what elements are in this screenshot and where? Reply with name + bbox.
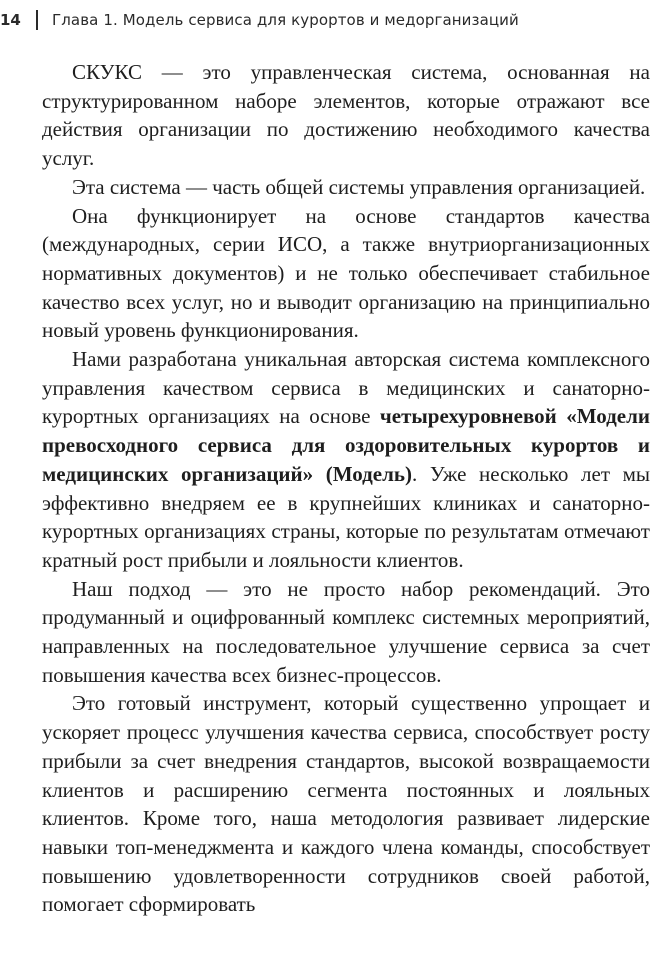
paragraph-5: Наш подход — это не просто набор рекомендаций. Это продуманный и оцифрованный комплекс системных мероприятий, направленных на последовательное улучшение сервиса за счет повышения качества всех бизнес-процессов. — [42, 576, 650, 687]
page-number: 14 — [0, 11, 21, 29]
paragraph-1: СКУКС — это управленческая система, основанная на структурированном наборе элементов, которые отражают все действия организации по достижению необходимого качества услуг. — [42, 60, 650, 171]
paragraph-4-intro: Нами разработана уникальная авторская система комплексного управления качеством сервиса в медицинских и санаторно-курортных организациях на основе — [42, 347, 650, 429]
model-name-bold: четырехуровневой «Модели превосходного сервиса для оздоровительных курортов и медицинских организаций» (Модель) — [42, 404, 650, 486]
paragraph-4 — [42, 345, 650, 575]
paragraph-4-rest: . Уже несколько лет мы эффективно внедряем ее в крупнейших клиниках и санаторно-курортных организациях страны, которые по результатам отмечают кратный рост прибыли и лояльности клиентов. — [42, 461, 650, 572]
chapter-title: Глава 1. Модель сервиса для курортов и медорганизаций — [52, 11, 519, 29]
paragraph-6: Это готовый инструмент, который существенно упрощает и ускоряет процесс улучшения качества сервиса, способствует росту прибыли за счет внедрения стандартов, высокой возвращаемости клиентов и расширению сегмента постоянных и лояльных клиентов. Кроме того, наша методология развивает лидерские навыки топ-менеджмента и каждого члена команды, способствует повышению удовлетворенности сотрудников своей работой, помогает сформировать — [42, 691, 650, 917]
header-separator — [36, 10, 38, 30]
running-header — [0, 0, 657, 40]
paragraph-3: Она функционирует на основе стандартов качества (международных, серии ИСО, а также внутриорганизационных нормативных документов) и не только обеспечивает стабильное качество всех услуг, но и выводит организацию на принципиально новый уровень функционирования. — [42, 203, 650, 343]
page-body — [42, 58, 650, 919]
paragraph-2: Эта система — часть общей системы управления организацией. — [72, 174, 646, 199]
